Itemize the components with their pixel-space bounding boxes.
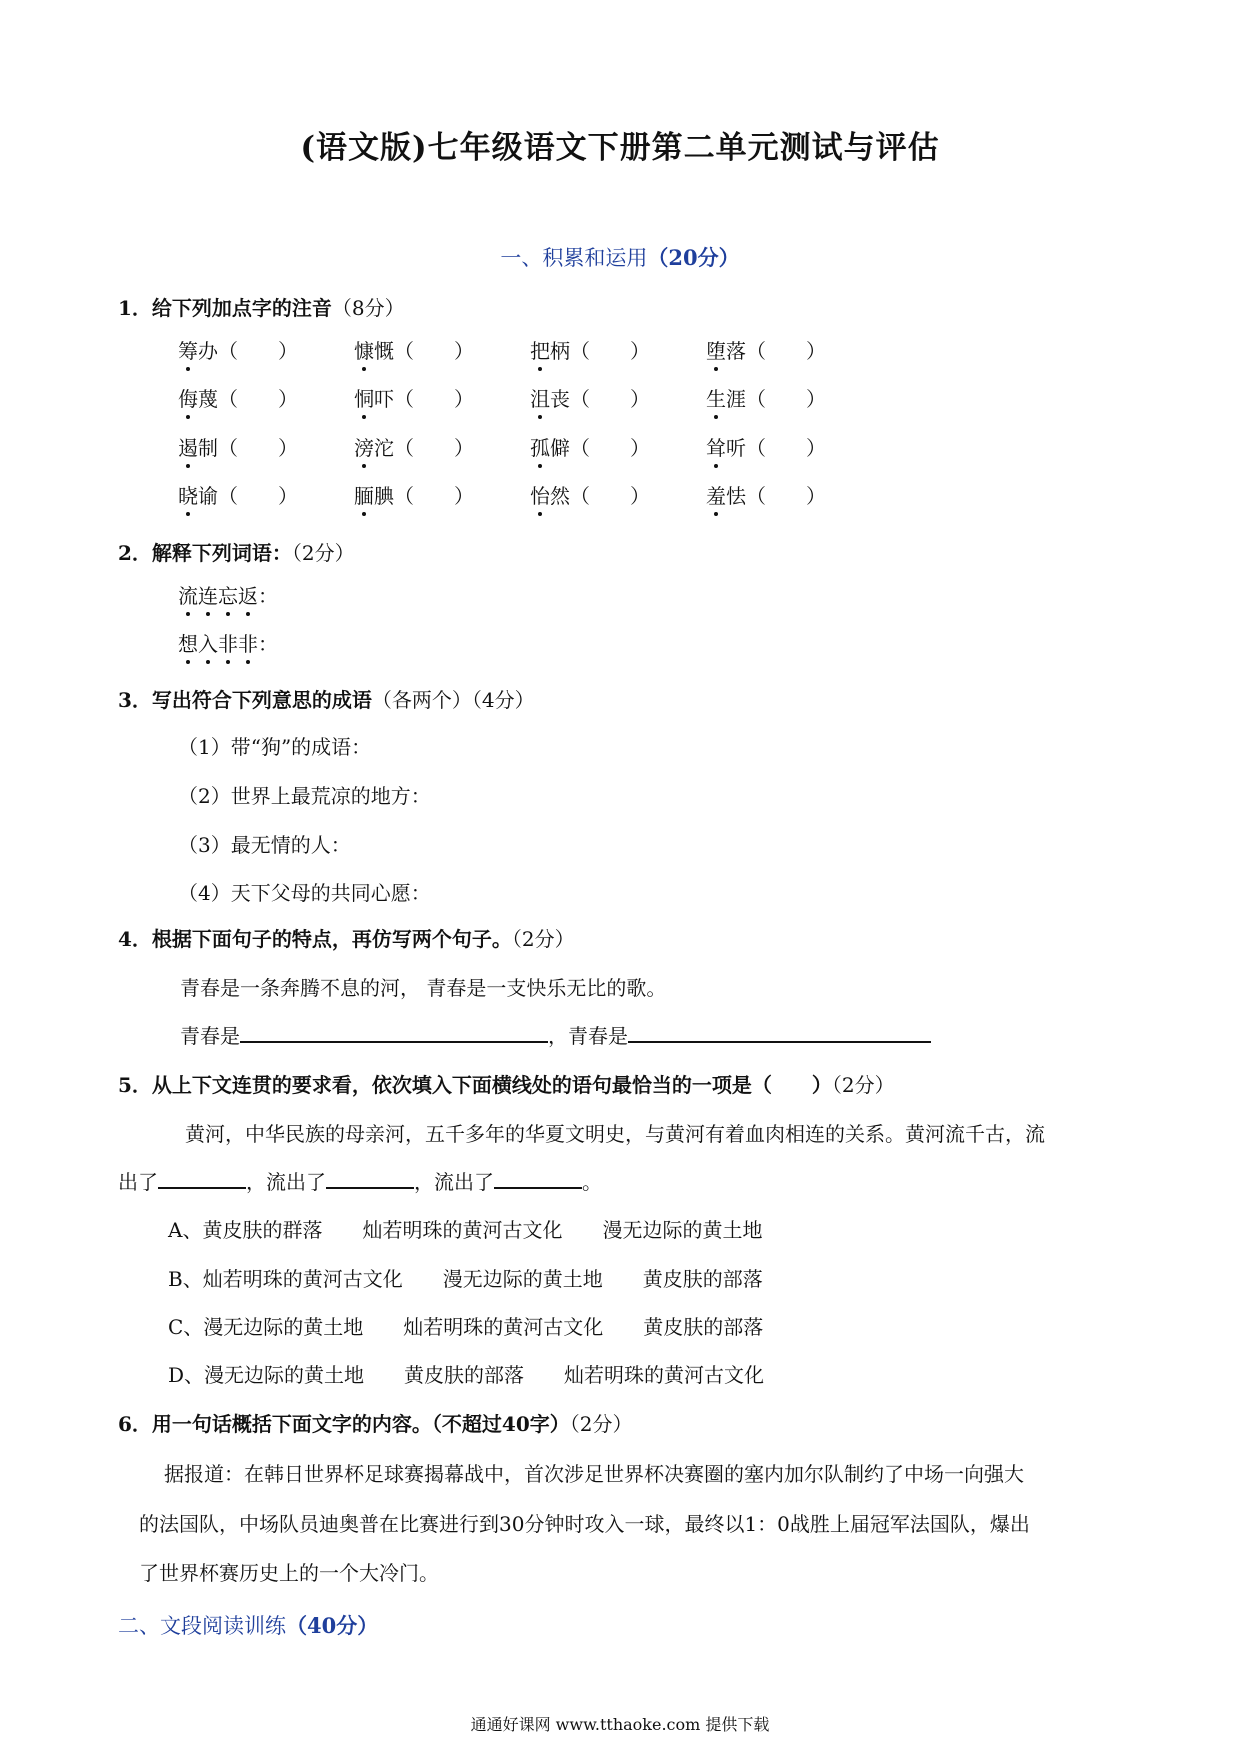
passage-blank-1[interactable] — [158, 1167, 246, 1189]
pinyin-word-item — [178, 480, 298, 509]
report-line-2: 的法国队，中场队员迪奥普在比赛进行到30分钟时攻入一球，最终以1：0战胜上届冠军法国队，爆出 — [139, 1512, 1030, 1536]
dotted-character: 忘 — [218, 580, 238, 609]
pinyin-word-item — [530, 480, 650, 509]
pinyin-word-item — [354, 383, 474, 412]
passage-text-b: ，流出了 — [246, 1170, 326, 1194]
word-rest: 柄 — [550, 339, 570, 363]
question-4-points: （2分） — [511, 927, 575, 951]
pinyin-word-item — [706, 480, 826, 509]
term-colon: ： — [258, 632, 278, 656]
question-2-points: （2分） — [291, 541, 355, 565]
fill-prefix-a: 青春是 — [180, 1024, 240, 1048]
idiom-item-2: （2）世界上最荒凉的地方： — [178, 784, 431, 808]
pinyin-answer-paren[interactable]: （ ） — [394, 339, 474, 363]
option-a: A、黄皮肤的群落 灿若明珠的黄河古文化 漫无边际的黄土地 — [168, 1218, 763, 1242]
pinyin-answer-paren[interactable]: （ ） — [218, 436, 298, 460]
dotted-character: 耸 — [706, 432, 726, 461]
pinyin-answer-paren[interactable]: （ ） — [218, 387, 298, 411]
section-heading-1 — [0, 242, 1240, 272]
pinyin-answer-paren[interactable]: （ ） — [394, 436, 474, 460]
pinyin-answer-paren[interactable]: （ ） — [746, 339, 826, 363]
section-heading-2 — [118, 1610, 378, 1640]
pinyin-answer-paren[interactable]: （ ） — [570, 387, 650, 411]
word-rest: 丧 — [550, 387, 570, 411]
footer-text: 通通好课网 www.tthaoke.com 提供下载 — [470, 1715, 770, 1734]
word-rest: 蔑 — [198, 387, 218, 411]
pinyin-answer-paren[interactable]: （ ） — [570, 339, 650, 363]
question-1-points: （8分） — [331, 296, 405, 320]
question-3 — [118, 684, 535, 713]
dotted-character: 返 — [238, 580, 258, 609]
question-4 — [118, 923, 575, 952]
term-2 — [178, 628, 278, 657]
section-1-label: 一、积累和运用 — [500, 246, 648, 270]
imitation-fill-line — [180, 1020, 931, 1049]
pinyin-answer-paren[interactable]: （ ） — [218, 339, 298, 363]
passage-text-c: ，流出了 — [414, 1170, 494, 1194]
word-rest: 慨 — [374, 339, 394, 363]
word-rest: 腆 — [374, 484, 394, 508]
answer-blank-a[interactable] — [240, 1021, 548, 1043]
pinyin-word-item — [530, 335, 650, 364]
pinyin-answer-paren[interactable]: （ ） — [570, 484, 650, 508]
dotted-character: 晓 — [178, 480, 198, 509]
dotted-character: 滂 — [354, 432, 374, 461]
dotted-character: 流 — [178, 580, 198, 609]
section-1-points: （20分） — [647, 245, 740, 270]
option-d: D、漫无边际的黄土地 黄皮肤的部落 灿若明珠的黄河古文化 — [168, 1363, 765, 1387]
dotted-character: 筹 — [178, 335, 198, 364]
question-5-prompt: 5．从上下文连贯的要求看，依次填入下面横线处的语句最恰当的一项是（ ） — [118, 1073, 832, 1097]
question-2-prompt: 2．解释下列词语： — [118, 541, 292, 565]
dotted-character: 想 — [178, 628, 198, 657]
question-3-points: （各两个）（4分） — [371, 688, 535, 712]
pinyin-answer-paren[interactable]: （ ） — [746, 436, 826, 460]
dotted-character: 把 — [530, 335, 550, 364]
word-rest: 办 — [198, 339, 218, 363]
term-colon: ： — [258, 584, 278, 608]
pinyin-answer-paren[interactable]: （ ） — [218, 484, 298, 508]
pinyin-word-item — [530, 432, 650, 461]
word-rest: 怯 — [726, 484, 746, 508]
question-1 — [118, 292, 405, 321]
word-rest: 听 — [726, 436, 746, 460]
word-rest: 沱 — [374, 436, 394, 460]
pinyin-word-item — [706, 383, 826, 412]
dotted-character: 腼 — [354, 480, 374, 509]
fill-prefix-b: ，青春是 — [548, 1024, 628, 1048]
pinyin-word-item — [706, 432, 826, 461]
pinyin-answer-paren[interactable]: （ ） — [570, 436, 650, 460]
question-4-prompt: 4．根据下面句子的特点，再仿写两个句子。 — [118, 927, 512, 951]
word-rest: 然 — [550, 484, 570, 508]
passage-line-2 — [118, 1166, 602, 1195]
question-3-prompt: 3．写出符合下列意思的成语 — [118, 688, 372, 712]
report-line-3: 了世界杯赛历史上的一个大冷门。 — [139, 1561, 439, 1585]
pinyin-word-item — [178, 383, 298, 412]
page-title: (语文版)七年级语文下册第二单元测试与评估 — [300, 130, 940, 166]
dotted-character: 入 — [198, 628, 218, 657]
dotted-character: 生 — [706, 383, 726, 412]
idiom-item-4: （4）天下父母的共同心愿： — [178, 881, 431, 905]
section-2-points: （40分） — [286, 1613, 379, 1638]
word-rest: 落 — [726, 339, 746, 363]
word-rest: 制 — [198, 436, 218, 460]
dotted-character: 怡 — [530, 480, 550, 509]
question-2 — [118, 537, 355, 566]
dotted-character: 堕 — [706, 335, 726, 364]
question-6-prompt: 6．用一句话概括下面文字的内容。（不超过40字） — [118, 1412, 570, 1436]
dotted-character: 连 — [198, 580, 218, 609]
pinyin-word-item — [354, 432, 474, 461]
word-rest: 涯 — [726, 387, 746, 411]
pinyin-word-item — [178, 432, 298, 461]
pinyin-answer-paren[interactable]: （ ） — [394, 484, 474, 508]
pinyin-word-item — [178, 335, 298, 364]
dotted-character: 羞 — [706, 480, 726, 509]
question-6 — [118, 1408, 632, 1437]
question-5 — [118, 1069, 895, 1098]
word-rest: 僻 — [550, 436, 570, 460]
passage-text-d: 。 — [582, 1170, 602, 1194]
pinyin-word-item — [354, 335, 474, 364]
word-rest: 吓 — [374, 387, 394, 411]
passage-blank-3[interactable] — [494, 1167, 582, 1189]
pinyin-word-item — [706, 335, 826, 364]
term-1 — [178, 580, 278, 609]
pinyin-word-item — [354, 480, 474, 509]
dotted-character: 非 — [218, 628, 238, 657]
question-6-points: （2分） — [569, 1412, 633, 1436]
passage-text-a: 出了 — [118, 1170, 158, 1194]
dotted-character: 孤 — [530, 432, 550, 461]
dotted-character: 遏 — [178, 432, 198, 461]
passage-line-1: 黄河，中华民族的母亲河，五千多年的华夏文明史，与黄河有着血肉相连的关系。黄河流千古，流 — [185, 1122, 1045, 1146]
dotted-character: 慷 — [354, 335, 374, 364]
example-sentence: 青春是一条奔腾不息的河， 青春是一支快乐无比的歌。 — [180, 976, 667, 1000]
word-rest: 谕 — [198, 484, 218, 508]
report-line-1: 据报道：在韩日世界杯足球赛揭幕战中，首次涉足世界杯决赛圈的塞内加尔队制约了中场一向强大 — [164, 1462, 1024, 1486]
option-c: C、漫无边际的黄土地 灿若明珠的黄河古文化 黄皮肤的部落 — [168, 1315, 764, 1339]
dotted-character: 非 — [238, 628, 258, 657]
question-1-prompt: 1．给下列加点字的注音 — [118, 296, 332, 320]
pinyin-answer-paren[interactable]: （ ） — [746, 484, 826, 508]
option-b: B、灿若明珠的黄河古文化 漫无边际的黄土地 黄皮肤的部落 — [168, 1267, 763, 1291]
answer-blank-b[interactable] — [628, 1021, 931, 1043]
dotted-character: 侮 — [178, 383, 198, 412]
dotted-character: 恫 — [354, 383, 374, 412]
section-2-label: 二、文段阅读训练 — [118, 1614, 286, 1638]
pinyin-answer-paren[interactable]: （ ） — [746, 387, 826, 411]
dotted-character: 沮 — [530, 383, 550, 412]
idiom-item-3: （3）最无情的人： — [178, 833, 351, 857]
idiom-item-1: （1）带“狗”的成语： — [178, 735, 372, 759]
passage-blank-2[interactable] — [326, 1167, 414, 1189]
pinyin-answer-paren[interactable]: （ ） — [394, 387, 474, 411]
question-5-points: （2分） — [831, 1073, 895, 1097]
pinyin-word-item — [530, 383, 650, 412]
